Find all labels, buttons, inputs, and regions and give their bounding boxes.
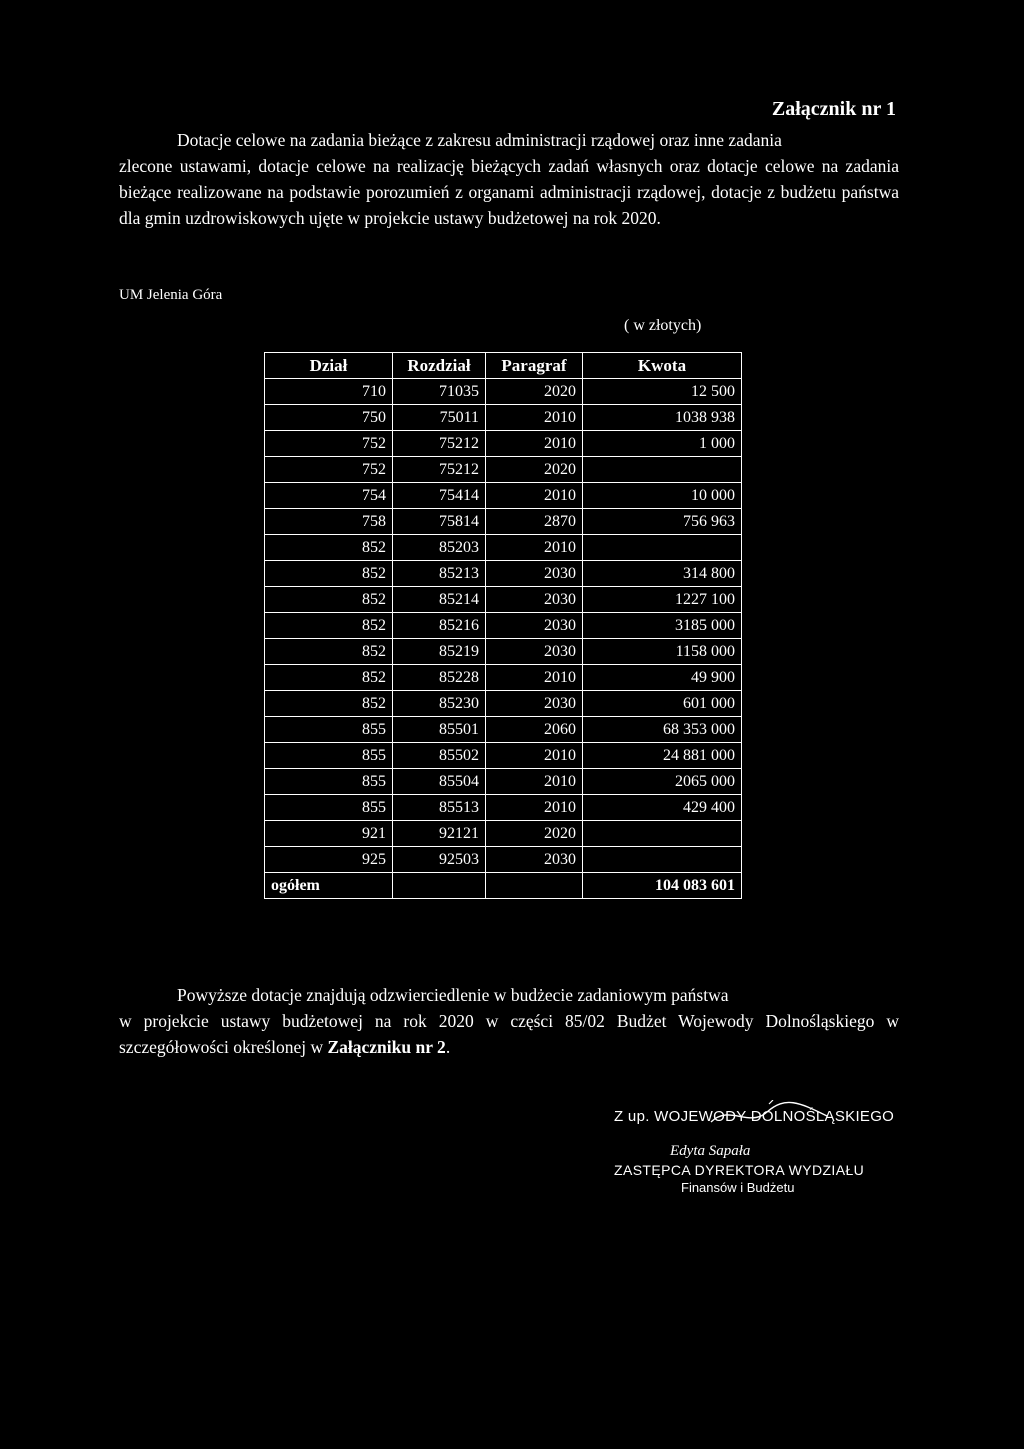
cell-dzial: 925: [265, 847, 393, 873]
note-line-1: Powyższe dotacje znajdują odzwierciedlenie w budżecie zadaniowym państwa: [177, 985, 729, 1005]
unit-label: ( w złotych): [624, 317, 702, 334]
total-label: ogółem: [265, 873, 393, 899]
intro-paragraph: [119, 127, 899, 231]
cell-paragraf: 2010: [486, 483, 583, 509]
cell-dzial: 855: [265, 743, 393, 769]
attachment-title: Załącznik nr 1: [771, 98, 896, 120]
table-row: [265, 691, 742, 717]
table-row: [265, 561, 742, 587]
cell-kwota: [583, 457, 742, 483]
note-paragraph: [119, 982, 899, 1060]
cell-rozdzial: 85213: [393, 561, 486, 587]
total-empty-paragraf: [486, 873, 583, 899]
grants-table: [264, 352, 742, 899]
stamp-signer-name: Edyta Sapała: [670, 1143, 751, 1159]
cell-kwota: 601 000: [583, 691, 742, 717]
table-row: [265, 509, 742, 535]
cell-rozdzial: 85228: [393, 665, 486, 691]
signature-stamp: [614, 1108, 904, 1195]
cell-kwota: 2065 000: [583, 769, 742, 795]
table-row: [265, 795, 742, 821]
cell-dzial: 855: [265, 769, 393, 795]
cell-rozdzial: 92121: [393, 821, 486, 847]
cell-dzial: 710: [265, 379, 393, 405]
cell-dzial: 852: [265, 691, 393, 717]
cell-dzial: 852: [265, 639, 393, 665]
cell-kwota: 1158 000: [583, 639, 742, 665]
cell-rozdzial: 92503: [393, 847, 486, 873]
table-row: [265, 457, 742, 483]
cell-kwota: [583, 821, 742, 847]
table-row: [265, 665, 742, 691]
cell-dzial: 754: [265, 483, 393, 509]
cell-paragraf: 2030: [486, 613, 583, 639]
cell-kwota: 429 400: [583, 795, 742, 821]
table-body: [265, 379, 742, 873]
note-end: .: [445, 1037, 451, 1057]
cell-paragraf: 2060: [486, 717, 583, 743]
cell-kwota: [583, 847, 742, 873]
cell-dzial: 852: [265, 535, 393, 561]
cell-dzial: 758: [265, 509, 393, 535]
table-row: [265, 743, 742, 769]
cell-paragraf: 2870: [486, 509, 583, 535]
cell-paragraf: 2030: [486, 639, 583, 665]
intro-line-1: Dotacje celowe na zadania bieżące z zakresu administracji rządowej oraz inne zadania: [177, 130, 782, 150]
cell-paragraf: 2010: [486, 431, 583, 457]
cell-rozdzial: 85513: [393, 795, 486, 821]
cell-kwota: 10 000: [583, 483, 742, 509]
cell-dzial: 752: [265, 431, 393, 457]
cell-kwota: 1038 938: [583, 405, 742, 431]
cell-kwota: [583, 535, 742, 561]
cell-dzial: 855: [265, 795, 393, 821]
cell-kwota: 68 353 000: [583, 717, 742, 743]
stamp-authority: [614, 1108, 904, 1125]
note-bold: Załączniku nr 2: [327, 1037, 446, 1057]
cell-paragraf: 2030: [486, 587, 583, 613]
cell-rozdzial: 85230: [393, 691, 486, 717]
cell-paragraf: 2020: [486, 457, 583, 483]
cell-paragraf: 2010: [486, 665, 583, 691]
total-value: 104 083 601: [583, 873, 742, 899]
cell-dzial: 852: [265, 665, 393, 691]
cell-kwota: 314 800: [583, 561, 742, 587]
cell-kwota: 12 500: [583, 379, 742, 405]
cell-dzial: 921: [265, 821, 393, 847]
header-rozdzial: Rozdział: [393, 353, 486, 379]
cell-rozdzial: 85504: [393, 769, 486, 795]
table-row: [265, 535, 742, 561]
cell-paragraf: 2020: [486, 821, 583, 847]
total-row: [265, 873, 742, 899]
table-row: [265, 405, 742, 431]
cell-dzial: 852: [265, 561, 393, 587]
signature-scribble-icon: [709, 1100, 829, 1130]
cell-paragraf: 2010: [486, 405, 583, 431]
cell-rozdzial: 85219: [393, 639, 486, 665]
stamp-role: ZASTĘPCA DYREKTORA WYDZIAŁU: [614, 1162, 865, 1178]
table-row: [265, 483, 742, 509]
cell-rozdzial: 75814: [393, 509, 486, 535]
table-row: [265, 821, 742, 847]
cell-paragraf: 2010: [486, 795, 583, 821]
stamp-authority-text: Z up. WOJEWODY DOLNOŚLĄSKIEGO: [614, 1108, 895, 1125]
header-dzial: Dział: [265, 353, 393, 379]
table-row: [265, 847, 742, 873]
table-header-row: [265, 353, 742, 379]
cell-kwota: 756 963: [583, 509, 742, 535]
table-row: [265, 639, 742, 665]
cell-kwota: 49 900: [583, 665, 742, 691]
stamp-department: Finansów i Budżetu: [681, 1180, 795, 1195]
cell-rozdzial: 85216: [393, 613, 486, 639]
cell-rozdzial: 85501: [393, 717, 486, 743]
table-row: [265, 769, 742, 795]
cell-rozdzial: 85203: [393, 535, 486, 561]
cell-rozdzial: 85502: [393, 743, 486, 769]
office-label: UM Jelenia Góra: [119, 287, 223, 303]
intro-rest: zlecone ustawami, dotacje celowe na realizację bieżących zadań własnych oraz dotacje celowe na zadania bieżące realizowane na podstawie porozumień z organami administracji rządowej, dotacje z budżetu państwa dla gmin uzdrowiskowych ujęte w projekcie ustawy budżetowej na rok 2020.: [119, 156, 899, 228]
cell-paragraf: 2030: [486, 847, 583, 873]
cell-paragraf: 2030: [486, 691, 583, 717]
cell-kwota: 24 881 000: [583, 743, 742, 769]
cell-paragraf: 2010: [486, 743, 583, 769]
cell-kwota: 1227 100: [583, 587, 742, 613]
cell-kwota: 1 000: [583, 431, 742, 457]
cell-paragraf: 2030: [486, 561, 583, 587]
cell-rozdzial: 75414: [393, 483, 486, 509]
cell-rozdzial: 71035: [393, 379, 486, 405]
cell-dzial: 752: [265, 457, 393, 483]
cell-paragraf: 2010: [486, 535, 583, 561]
cell-rozdzial: 75212: [393, 431, 486, 457]
cell-paragraf: 2010: [486, 769, 583, 795]
table-row: [265, 431, 742, 457]
header-kwota: Kwota: [583, 353, 742, 379]
cell-dzial: 852: [265, 587, 393, 613]
table-row: [265, 613, 742, 639]
cell-rozdzial: 75011: [393, 405, 486, 431]
cell-dzial: 852: [265, 613, 393, 639]
note-rest: [119, 1008, 899, 1060]
cell-dzial: 855: [265, 717, 393, 743]
header-paragraf: Paragraf: [486, 353, 583, 379]
cell-paragraf: 2020: [486, 379, 583, 405]
table-row: [265, 379, 742, 405]
note-mid: w projekcie ustawy budżetowej na rok 2020 w części 85/02 Budżet Wojewody Dolnośląskiego w szczegółowości określonej w: [119, 1011, 899, 1057]
cell-dzial: 750: [265, 405, 393, 431]
table-row: [265, 587, 742, 613]
cell-rozdzial: 75212: [393, 457, 486, 483]
cell-kwota: 3185 000: [583, 613, 742, 639]
cell-rozdzial: 85214: [393, 587, 486, 613]
total-empty-rozdzial: [393, 873, 486, 899]
table-row: [265, 717, 742, 743]
